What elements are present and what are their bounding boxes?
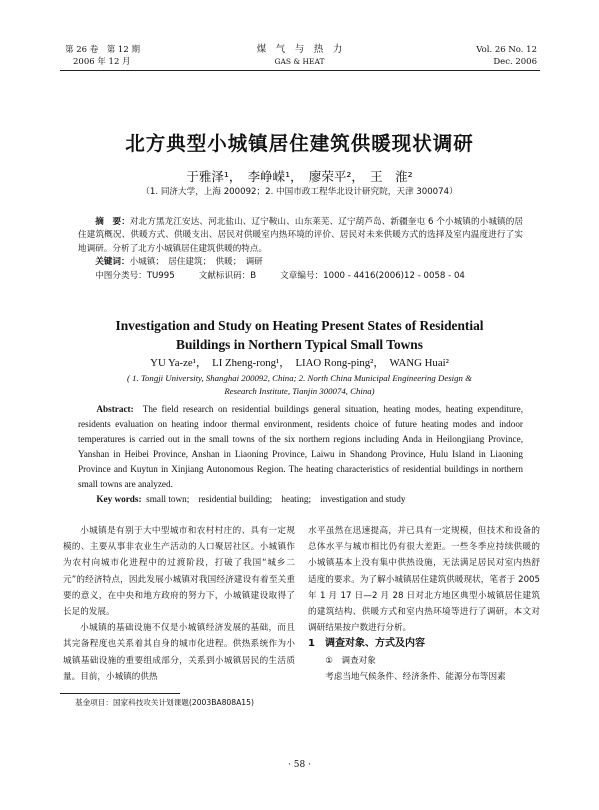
abstract-cn-label: 摘 要： <box>95 217 130 227</box>
footnote-rule <box>60 693 180 694</box>
abstract-cn-body <box>78 216 523 256</box>
body-left-paragraph-2: 小城镇的基础设施不仅是小城镇经济发展的基础，而且其完备程度也关系着其自身的城市化进程。供热系统作为小城镇基础设施的重要组成部分，关系到小城镇居民的生活质量。目前，小城镇的供热 <box>63 623 295 682</box>
keywords-en <box>78 492 523 507</box>
keywords-cn-text: 小城镇； 居住建筑； 供暖； 调研 <box>129 257 263 268</box>
affiliation-en-line1: ( 1. Tongji University, Shanghai 200092, China; 2. North China Municipal Engineering Design & <box>127 373 472 383</box>
abstract-en-label: Abstract: <box>96 404 134 414</box>
keywords-cn-label: 关键词： <box>95 257 130 268</box>
title-en-line2: Buildings in Northern Typical Small Towns <box>176 337 423 352</box>
affiliation-en-line2: Research Institute, Tianjin 300074, China) <box>224 386 375 396</box>
header-journal-en: GAS & HEAT <box>274 57 325 66</box>
clc-number: 中图分类号：TU995 <box>95 270 175 281</box>
header-rule <box>60 70 540 71</box>
header-vol-en: Vol. 26 No. 12 <box>476 45 537 55</box>
title-en-line1: Investigation and Study on Heating Present States of Residential <box>115 318 484 333</box>
page-number: · 58 · <box>288 760 311 770</box>
authors-cn: 于雅泽¹， 李峥嵘¹， 廖荣平²， 王 淮² <box>186 169 413 184</box>
footnote-funding: 基金项目：国家科技攻关计划课题(2003BA808A15) <box>75 698 254 707</box>
body-column-left <box>63 523 295 685</box>
affiliation-cn: （1. 同济大学，上海 200092；2. 中国市政工程华北设计研究院，天津 300074） <box>141 187 458 197</box>
article-number: 文章编号：1000 - 4416(2006)12 - 0058 - 04 <box>280 270 465 281</box>
body-right-paragraph-2: 考虑当地气候条件、经济条件、能源分布等因素 <box>325 671 506 682</box>
affiliation-en <box>0 372 599 398</box>
abstract-cn <box>78 216 523 283</box>
classification-line <box>78 270 523 283</box>
header-date-cn: 2006 年 12 月 <box>73 57 131 67</box>
abstract-en-text: The field research on residential buildings general situation, heating modes, heating expenditure, residents evaluation on heating indoor thermal environment, residents choice of future heating modes and indoor temperatures is carried out in the small towns of the six northern regions including Anda in Heilongjiang Province, Yanshan in Heibei Province, Anshan in Liaoning Province, Laiwu in Shandong Province, Hulu Island in Liaoning Province and Kuytun in Xinjiang Autonomous Region. The heating characteristics of residential buildings in northern small towns are analyzed. <box>78 404 523 489</box>
header-date-en: Dec. 2006 <box>493 57 537 67</box>
abstract-cn-text: 对北方黑龙江安达、河北盐山、辽宁鞍山、山东莱芜、辽宁葫芦岛、新疆奎屯 6 个小城镇的小城镇的居住建筑概况、供暖方式、供暖支出、居民对供暖室内热环境的评价、居民对未来供暖方式的选择及室内温度进行了实地调研。分析了北方小城镇居住建筑供暖的特点。 <box>78 217 523 254</box>
keywords-cn <box>78 256 523 269</box>
header-journal-cn: 煤 气 与 热 力 <box>256 44 343 55</box>
document-code: 文献标识码：B <box>198 270 257 281</box>
body-column-right <box>308 523 540 685</box>
keywords-en-label: Key words: <box>96 494 142 504</box>
title-cn: 北方典型小城镇居住建筑供暖现状调研 <box>125 132 474 155</box>
body-right-paragraph-1: 水平虽然在迅速提高，并已具有一定规模，但技术和设备的总体水平与城市相比仍有很大差距。一些冬季应持续供暖的小城镇基本上没有集中供热设施，无法满足居民对室内热舒适度的要求。为了解小城镇居住建筑供暖现状，笔者于 2005 年 1 月 17 日—2 月 28 日对北方地区典型小城镇居住建筑的建筑结构、供暖方式和室内热环境等进行了调研，本文对调研结果按户数进行分析。 <box>308 526 540 634</box>
body-left-paragraph-1: 小城镇是有别于大中型城市和农村村庄的、具有一定规模的、主要从事非农业生产活动的人口聚居社区。小城镇作为农村向城市化进程中的过渡阶段，打破了我国“城乡二元”的经济特点，因此发展小城镇对我国经济建设有着至关重要的意义，在中央和地方政府的努力下，小城镇建设取得了长足的发展。 <box>63 526 295 618</box>
abstract-en <box>78 402 523 507</box>
section-heading-1: 1 调查对象、方式及内容 <box>308 638 425 650</box>
subsection-heading-1: ① 调查对象 <box>325 655 376 666</box>
title-en <box>0 316 599 354</box>
header-volume-en <box>476 44 537 68</box>
abstract-en-body <box>78 402 523 492</box>
authors-en: YU Ya-ze¹， LI Zheng-rong¹， LIAO Rong-ping²， WANG Huai² <box>150 357 449 369</box>
header-vol-cn: 第 26 卷 第 12 期 <box>65 45 140 55</box>
keywords-en-text: small town; residential building; heating; investigation and study <box>146 494 406 504</box>
